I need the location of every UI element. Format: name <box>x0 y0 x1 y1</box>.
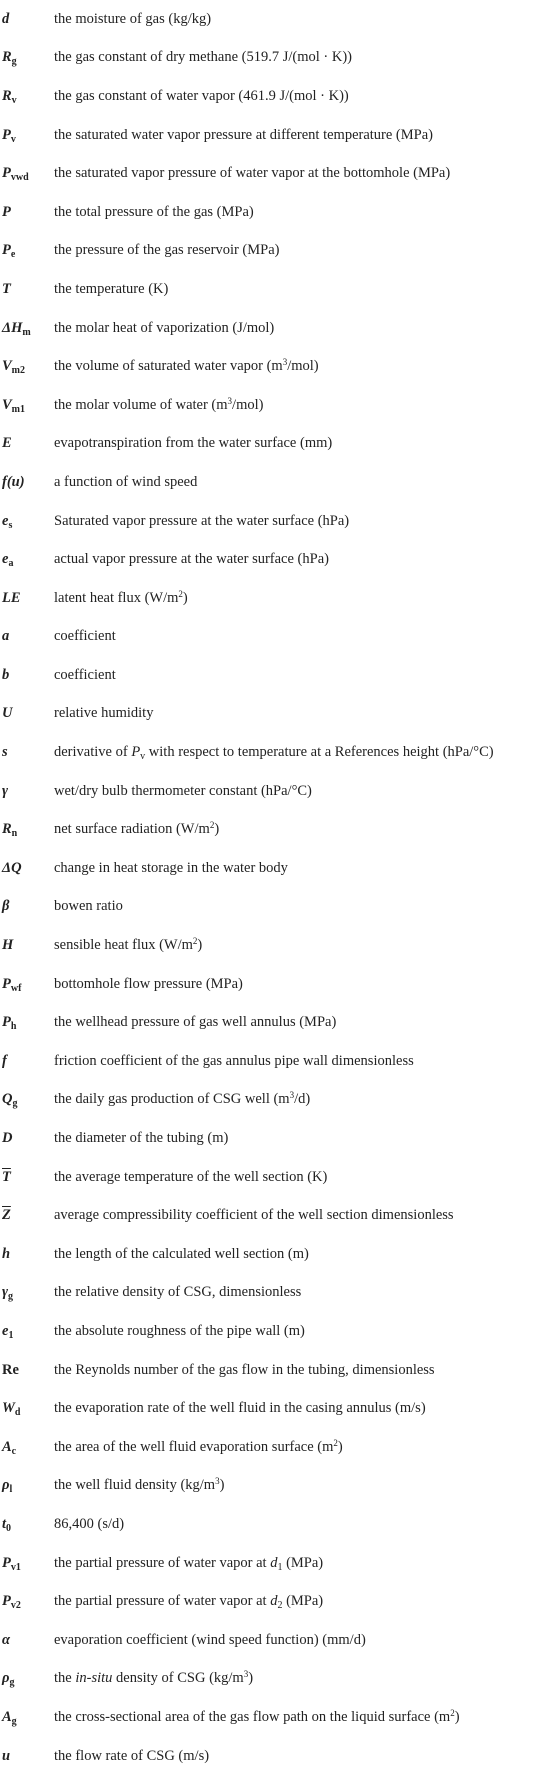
symbol: $e_1$ <box>2 1322 14 1341</box>
symbol: $V_{m1}$ <box>2 396 26 415</box>
description: Saturated vapor pressure at the water surface (hPa) <box>54 512 350 529</box>
nomenclature-row <box>0 1544 558 1583</box>
description: sensible heat flux $(W/m^2)$ <box>54 936 203 954</box>
symbol: f <box>2 1052 7 1069</box>
symbol: $e_s$ <box>2 512 13 531</box>
description: bowen ratio <box>54 898 123 915</box>
nomenclature-row <box>0 232 558 271</box>
nomenclature-row <box>0 1042 558 1081</box>
symbol: f(u) <box>2 473 25 490</box>
symbol: β <box>2 898 10 915</box>
symbol: $A_g$ <box>2 1708 17 1727</box>
nomenclature-row <box>0 193 558 232</box>
symbol: $\overline{T}$ <box>2 1168 11 1185</box>
nomenclature-row <box>0 154 558 193</box>
description: the cross-sectional area of the gas flow path on the liquid surface $(m^2)$ <box>54 1707 460 1725</box>
symbol: a <box>2 628 10 645</box>
nomenclature-row <box>0 1274 558 1313</box>
description: the daily gas production of CSG well $(m^3/d)$ <box>54 1090 311 1108</box>
description: the molar heat of vaporization (J/mol) <box>54 319 275 336</box>
nomenclature-row <box>0 1467 558 1506</box>
symbol: u <box>2 1747 11 1764</box>
description: 86,400 (s/d) <box>54 1515 125 1532</box>
symbol: h <box>2 1245 11 1262</box>
description: net surface radiation $(W/m^2)$ <box>54 820 220 838</box>
nomenclature-row <box>0 309 558 348</box>
symbol: D <box>2 1130 13 1147</box>
nomenclature-row <box>0 772 558 811</box>
symbol: $\overline{Z}$ <box>2 1207 11 1224</box>
nomenclature-row <box>0 965 558 1004</box>
symbol: $Q_g$ <box>2 1091 18 1110</box>
symbol: $P_v$ <box>2 126 16 145</box>
description: the evaporation rate of the well fluid in the casing annulus (m/s) <box>54 1400 426 1417</box>
nomenclature-row <box>0 386 558 425</box>
symbol: $P_{vwd}$ <box>2 165 29 184</box>
nomenclature-row <box>0 810 558 849</box>
nomenclature-row <box>0 926 558 965</box>
description: evapotranspiration from the water surface (mm) <box>54 435 333 452</box>
symbol: $W_d$ <box>2 1400 21 1419</box>
symbol: $R_n$ <box>2 821 18 840</box>
symbol: $A_c$ <box>2 1438 17 1457</box>
nomenclature-row <box>0 1003 558 1042</box>
symbol: P <box>2 203 11 220</box>
symbol: U <box>2 705 13 722</box>
symbol: Re <box>2 1361 19 1378</box>
symbol: E <box>2 435 12 452</box>
description: the moisture of gas (kg/kg) <box>54 10 212 27</box>
description: the well fluid density $(kg/m^3)$ <box>54 1476 225 1494</box>
description: wet/dry bulb thermometer constant (hPa/°C) <box>54 782 312 799</box>
symbol: $\Delta H_m$ <box>2 319 31 338</box>
nomenclature-row <box>0 1312 558 1351</box>
description: the absolute roughness of the pipe wall (m) <box>54 1322 305 1339</box>
description: the total pressure of the gas (MPa) <box>54 203 254 220</box>
nomenclature-row <box>0 0 558 39</box>
symbol: ΔQ <box>2 859 22 876</box>
description: the saturated vapor pressure of water vapor at the bottomhole (MPa) <box>54 165 451 182</box>
description: the volume of saturated water vapor $(m^3/mol)$ <box>54 357 319 375</box>
description: the partial pressure of water vapor at $d_2$ (MPa) <box>54 1593 324 1612</box>
nomenclature-row <box>0 1119 558 1158</box>
description: the in-situ density of CSG $(kg/m^3)$ <box>54 1669 254 1687</box>
symbol: $R_v$ <box>2 87 17 106</box>
description: the saturated water vapor pressure at different temperature (MPa) <box>54 126 433 143</box>
nomenclature-row <box>0 1582 558 1621</box>
symbol: $\gamma_g$ <box>2 1284 14 1303</box>
description: the length of the calculated well section (m) <box>54 1245 309 1262</box>
description: latent heat flux $(W/m^2)$ <box>54 588 188 606</box>
symbol: $P_h$ <box>2 1014 17 1033</box>
nomenclature-row <box>0 733 558 772</box>
description: the diameter of the tubing (m) <box>54 1130 229 1147</box>
symbol: LE <box>2 589 21 606</box>
nomenclature-row <box>0 1351 558 1390</box>
nomenclature-row <box>0 1621 558 1660</box>
description: average compressibility coefficient of the well section dimensionless <box>54 1207 454 1224</box>
description: evaporation coefficient (wind speed function) (mm/d) <box>54 1631 366 1648</box>
description: the wellhead pressure of gas well annulus (MPa) <box>54 1014 337 1031</box>
nomenclature-row <box>0 1389 558 1428</box>
nomenclature-row <box>0 1158 558 1197</box>
description: the molar volume of water $(m^3/mol)$ <box>54 395 264 413</box>
description: the gas constant of water vapor (461.9 J/(mol · K)) <box>54 87 349 104</box>
nomenclature-row <box>0 463 558 502</box>
nomenclature-row <box>0 849 558 888</box>
nomenclature-row <box>0 1660 558 1699</box>
symbol: $t_0$ <box>2 1515 12 1534</box>
symbol: $\rho_l$ <box>2 1477 13 1496</box>
description: actual vapor pressure at the water surface (hPa) <box>54 551 329 568</box>
description: coefficient <box>54 628 116 645</box>
description: the area of the well fluid evaporation surface $(m^2)$ <box>54 1437 343 1455</box>
description: the pressure of the gas reservoir (MPa) <box>54 242 280 259</box>
nomenclature-row <box>0 1698 558 1737</box>
nomenclature-row <box>0 656 558 695</box>
nomenclature-row <box>0 888 558 927</box>
symbol: α <box>2 1631 11 1648</box>
nomenclature-row <box>0 77 558 116</box>
symbol: $V_{m2}$ <box>2 358 26 377</box>
symbol: $P_{v1}$ <box>2 1554 21 1573</box>
nomenclature-row <box>0 270 558 309</box>
nomenclature-row <box>0 1737 558 1775</box>
nomenclature-row <box>0 502 558 541</box>
nomenclature-row <box>0 695 558 734</box>
symbol: H <box>2 937 14 954</box>
symbol: b <box>2 666 10 683</box>
nomenclature-row <box>0 1505 558 1544</box>
symbol: $e_a$ <box>2 551 14 570</box>
symbol: $P_{v2}$ <box>2 1593 21 1612</box>
symbol: $P_{wf}$ <box>2 975 22 994</box>
description: the average temperature of the well section (K) <box>54 1168 328 1185</box>
symbol: T <box>2 280 11 297</box>
symbol: $P_e$ <box>2 242 16 261</box>
nomenclature-row <box>0 1196 558 1235</box>
description: friction coefficient of the gas annulus pipe wall dimensionless <box>54 1052 414 1069</box>
symbol: $\rho_g$ <box>2 1670 15 1689</box>
nomenclature-row <box>0 1428 558 1467</box>
description: derivative of $P_v$ with respect to temperature at a References height (hPa/°C) <box>54 744 494 763</box>
description: the relative density of CSG, dimensionless <box>54 1284 302 1301</box>
symbol: γ <box>2 782 9 799</box>
nomenclature-row <box>0 540 558 579</box>
description: relative humidity <box>54 705 154 722</box>
nomenclature-row <box>0 116 558 155</box>
nomenclature-row <box>0 425 558 464</box>
description: the gas constant of dry methane (519.7 J/(mol · K)) <box>54 49 352 66</box>
nomenclature-row <box>0 347 558 386</box>
description: the partial pressure of water vapor at $d_1$ (MPa) <box>54 1554 324 1573</box>
nomenclature-row <box>0 1235 558 1274</box>
nomenclature-row <box>0 39 558 78</box>
symbol: s <box>2 744 8 761</box>
description: the Reynolds number of the gas flow in the tubing, dimensionless <box>54 1361 435 1378</box>
nomenclature-row <box>0 1081 558 1120</box>
description: the flow rate of CSG (m/s) <box>54 1747 210 1764</box>
description: a function of wind speed <box>54 473 198 490</box>
symbol: $R_g$ <box>2 49 17 68</box>
nomenclature-row <box>0 618 558 657</box>
description: the temperature (K) <box>54 280 169 297</box>
description: change in heat storage in the water body <box>54 859 288 876</box>
description: coefficient <box>54 666 116 683</box>
symbol: d <box>2 10 10 27</box>
description: bottomhole flow pressure (MPa) <box>54 975 243 992</box>
nomenclature-row <box>0 579 558 618</box>
